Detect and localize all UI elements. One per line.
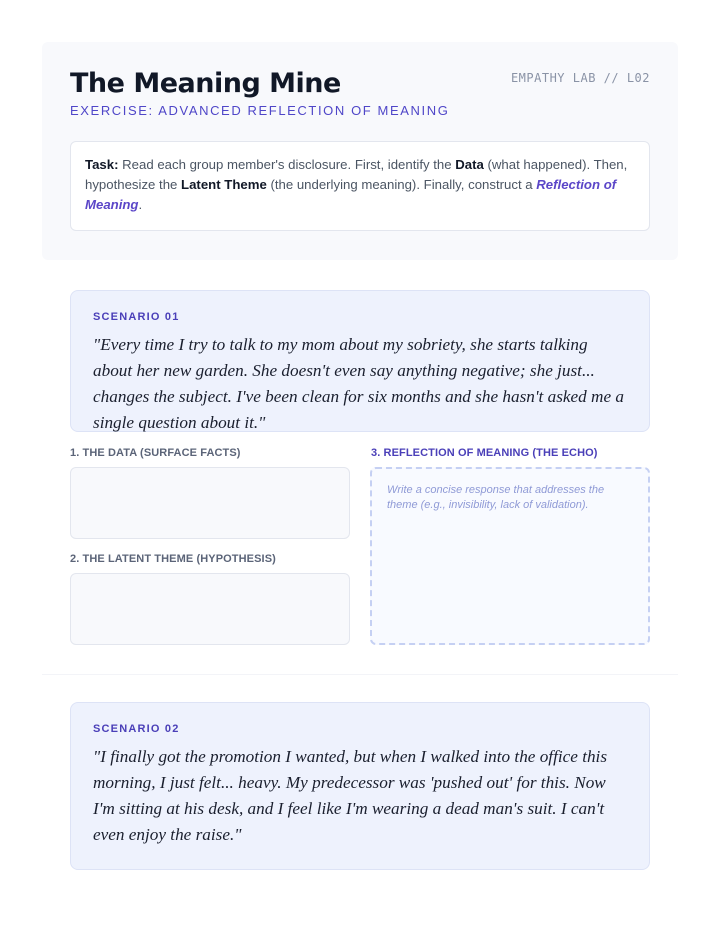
- task-instructions: [70, 141, 650, 231]
- scenario-quote: "Every time I try to talk to my mom about my sobriety, she starts talking about her new garden. She doesn't even say anything negative; she just... changes the subject. I've been clean for six months and she hasn't asked me a single question about it.": [93, 335, 624, 432]
- data-answer-box[interactable]: [70, 467, 350, 539]
- task-text: (the underlying meaning). Finally, construct a: [266, 177, 537, 192]
- reflection-placeholder: Write a concise response that addresses the theme (e.g., invisibility, lack of validation).: [387, 484, 605, 511]
- section-divider: [42, 674, 678, 675]
- task-label: Task:: [85, 157, 119, 172]
- scenario-label: SCENARIO 01: [93, 311, 180, 323]
- task-text: (what happened). Then, hypothesize the: [85, 157, 628, 192]
- term-reflection-of-meaning: Reflection of Meaning: [85, 177, 617, 212]
- task-text: .: [138, 197, 143, 212]
- theme-answer-box[interactable]: [70, 573, 350, 645]
- data-field-label: 1. THE DATA (SURFACE FACTS): [70, 447, 241, 459]
- scenario-quote: "I finally got the promotion I wanted, but when I walked into the office this morning, I just felt... heavy. My predecessor was 'pushed out' for this. Now I'm sitting at his desk, and I feel like I'm wearing a dead man's suit. I can't even enjoy the raise.": [93, 747, 608, 844]
- scenario-card: [70, 290, 650, 432]
- header-panel: [42, 42, 678, 260]
- task-text: Read each group member's disclosure. First, identify the: [118, 157, 456, 172]
- exercise-subtitle: EXERCISE: ADVANCED REFLECTION OF MEANING: [70, 103, 450, 118]
- term-latent-theme: Latent Theme: [181, 177, 267, 192]
- reflection-answer-box[interactable]: [370, 467, 650, 645]
- page-title: The Meaning Mine: [70, 68, 341, 99]
- reflection-field-label: 3. REFLECTION OF MEANING (THE ECHO): [371, 447, 598, 459]
- scenario-label: SCENARIO 02: [93, 723, 180, 735]
- theme-field-label: 2. THE LATENT THEME (HYPOTHESIS): [70, 553, 276, 565]
- scenario-card: [70, 702, 650, 870]
- term-data: Data: [455, 157, 484, 172]
- lab-code: EMPATHY LAB // L02: [510, 71, 650, 85]
